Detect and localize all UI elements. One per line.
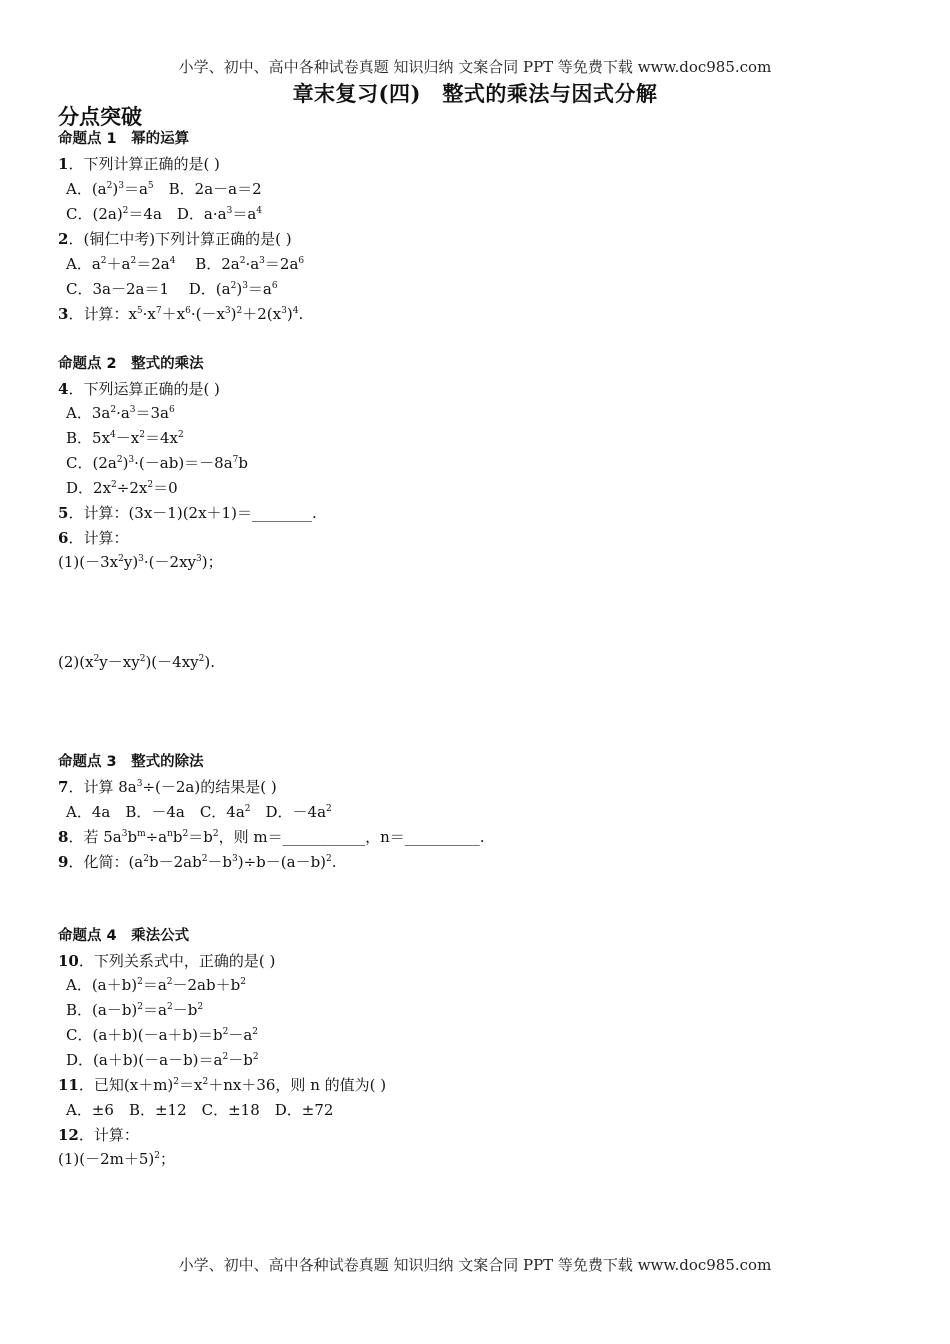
question-4: 4．下列运算正确的是( ) — [58, 380, 220, 398]
question-3: 3．计算：$x^5\cdot x^7+x^6\cdot(-x^3)^2+2(x^3)^4$. — [58, 305, 304, 323]
question-9: 9．化简：$(a^2b-2ab^2-b^3)\div b-(a-b)^2$. — [58, 853, 337, 871]
page-header: 小学、初中、高中各种试卷真题 知识归纳 文案合同 PPT 等免费下载 www.doc985.com — [178, 58, 772, 76]
section-heading: 分点突破 — [58, 105, 142, 129]
question-1: 1．下列计算正确的是( ) — [58, 155, 220, 173]
question-1-options-cd: C．$(2a)^2=4a$ D．$a\cdot a^3=a^4$ — [66, 205, 262, 223]
question-4-option-b: B．$5x^4-x^2=4x^2$ — [66, 429, 184, 447]
question-11-options: A．±6 B．±12 C．±18 D．±72 — [66, 1101, 334, 1119]
question-2-options-ab: A．$a^2+a^2=2a^4$ B．$2a^2\cdot a^3=2a^6$ — [66, 255, 305, 273]
topic-heading: 命题点 2 整式的乘法 — [58, 356, 204, 372]
topic-heading: 命题点 3 整式的除法 — [58, 754, 204, 770]
page-footer: 小学、初中、高中各种试卷真题 知识归纳 文案合同 PPT 等免费下载 www.doc985.com — [178, 1256, 772, 1274]
question-4-option-d: D．$2x^2\div 2x^2=0$ — [66, 479, 178, 497]
page-title: 章末复习(四) 整式的乘法与因式分解 — [292, 81, 658, 106]
question-6-part-2: $(2)(x^2y-xy^2)(-4xy^2)$. — [58, 653, 215, 671]
question-6: 6．计算： — [58, 529, 129, 547]
question-2-options-cd: C．3a－2a＝1 D．$(a^2)^3=a^6$ — [66, 280, 278, 298]
question-10-option-a: A．$(a+b)^2=a^2-2ab+b^2$ — [66, 976, 246, 994]
question-8: 8．若 $5a^3b^m\div a^nb^2=b^2$，则 m＝___________，n＝__________. — [58, 828, 485, 846]
question-5: 5．计算：(3x－1)(2x＋1)＝________. — [58, 504, 317, 522]
question-7-options: A．4a B．－4a C．$4a^2$ D．$-4a^2$ — [66, 803, 332, 821]
question-1-options-ab: A．$(a^2)^3=a^5$ B．2a－a＝2 — [66, 180, 262, 198]
topic-heading: 命题点 1 幂的运算 — [58, 131, 190, 147]
question-6-part-1: $(1)(-3x^2y)^3\cdot(-2xy^3)$； — [58, 553, 223, 571]
question-10-option-d: D．$(a+b)(-a-b)=a^2-b^2$ — [66, 1051, 259, 1069]
question-10-option-b: B．$(a-b)^2=a^2-b^2$ — [66, 1001, 204, 1019]
topic-heading: 命题点 4 乘法公式 — [58, 928, 190, 944]
question-7: 7．计算 $8a^3\div(-2a)$的结果是( ) — [58, 778, 277, 796]
question-10-option-c: C．$(a+b)(-a+b)=b^2-a^2$ — [66, 1026, 258, 1044]
question-4-option-c: C．$(2a^2)^3\cdot(-ab)=-8a^7b$ — [66, 454, 249, 472]
question-11: 11．已知$(x+m)^2=x^2+nx+36$，则 n 的值为( ) — [58, 1076, 387, 1094]
question-12: 12．计算： — [58, 1126, 139, 1144]
question-12-part-1: $(1)(-2m+5)^2$； — [58, 1150, 176, 1168]
question-2: 2．(铜仁中考)下列计算正确的是( ) — [58, 230, 292, 248]
question-4-option-a: A．$3a^2\cdot a^3=3a^6$ — [66, 404, 175, 422]
question-10: 10．下列关系式中，正确的是( ) — [58, 952, 276, 970]
